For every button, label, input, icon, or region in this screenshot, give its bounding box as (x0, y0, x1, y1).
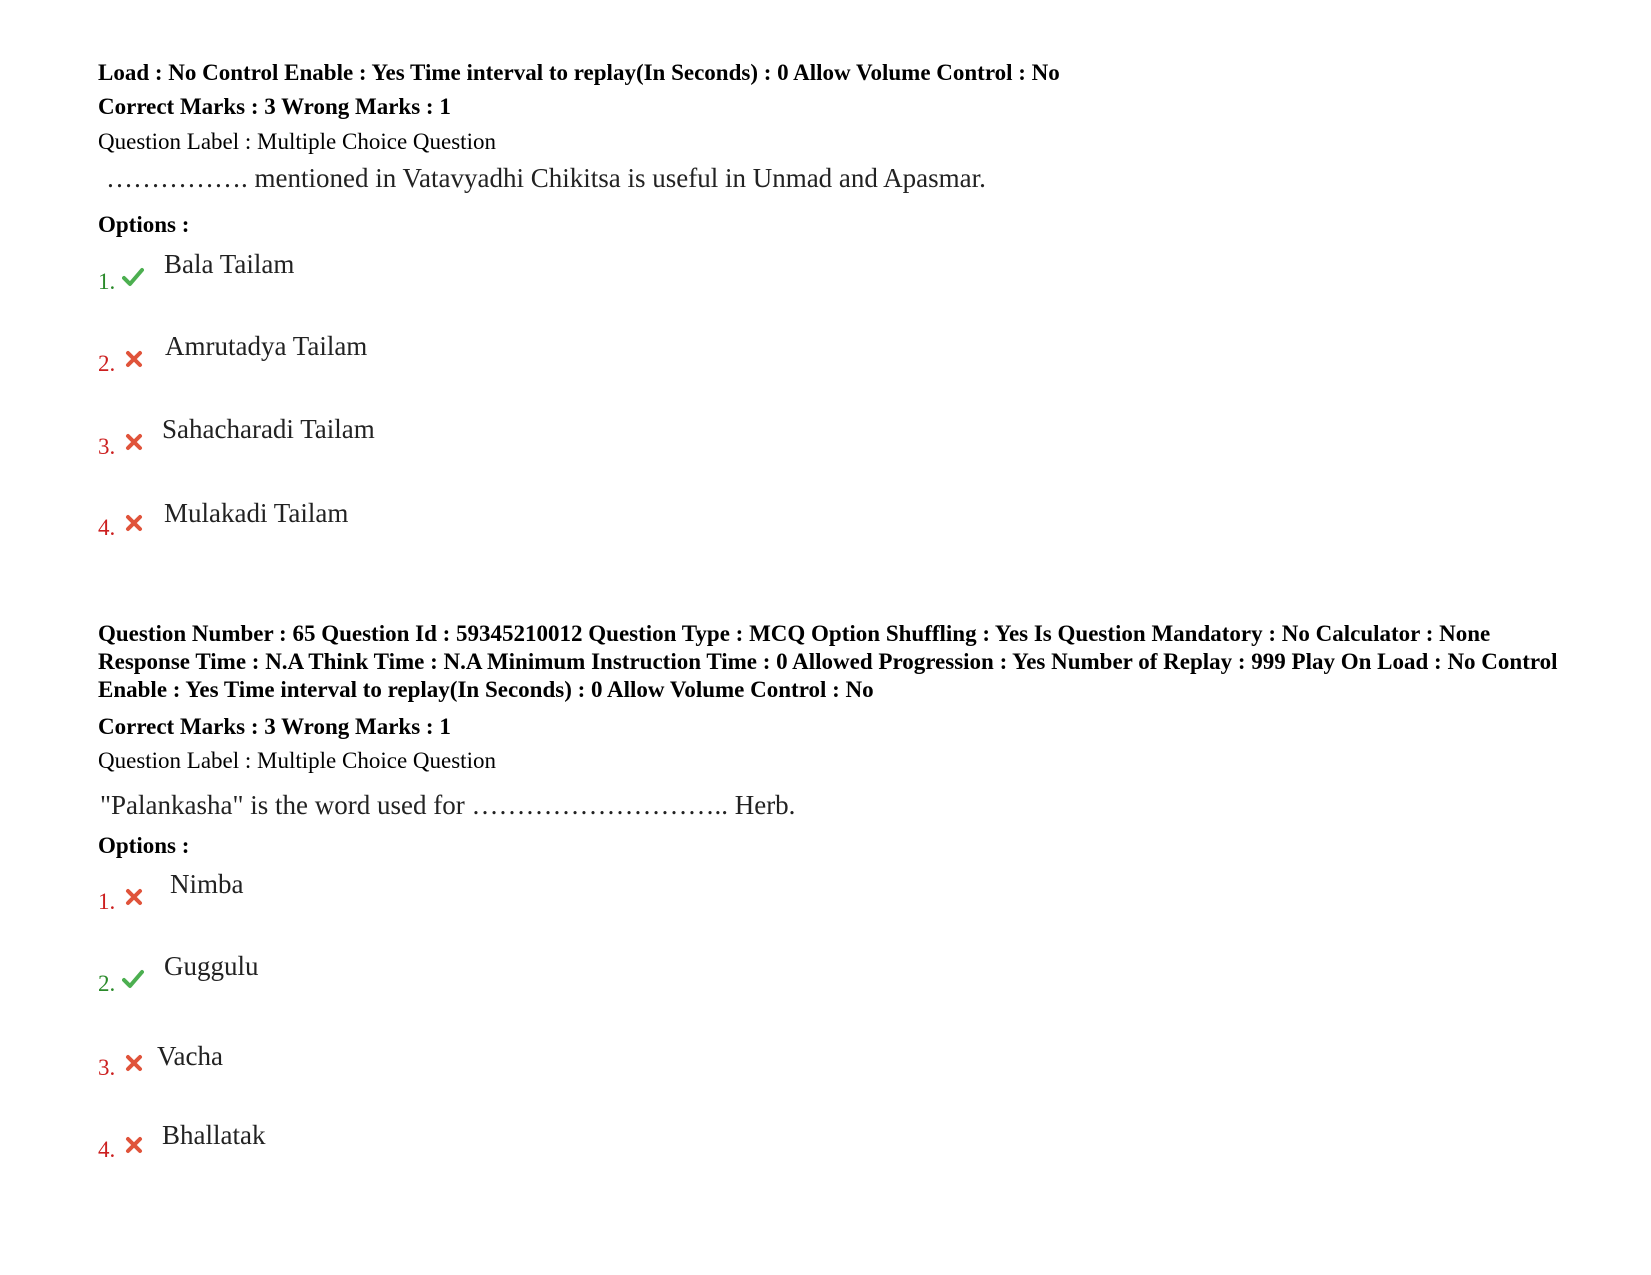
cross-icon (123, 1134, 145, 1156)
q65-meta: Question Number : 65 Question Id : 59345210012 Question Type : MCQ Option Shuffling : Yes Is Question Mandatory : No Calculator : None Response Time : N.A Think Time : N.A Minimum Instruction Time : 0 Allowed Progression : Yes Number of Replay : 999 Play On Load : No Control Enable : Yes Time interval to replay(In Seconds) : 0 Allow Volume Control : No (98, 621, 1558, 702)
option-text: Amrutadya Tailam (165, 331, 368, 361)
q65-options-heading: Options : (98, 833, 190, 858)
option-text: Guggulu (164, 951, 259, 981)
q64-label: Question Label : Multiple Choice Question (98, 129, 496, 154)
option-text: Vacha (157, 1041, 223, 1071)
option-number: 1. (98, 889, 116, 914)
cross-icon (123, 886, 145, 908)
check-icon (122, 968, 144, 990)
q64-meta-tail: Load : No Control Enable : Yes Time interval to replay(In Seconds) : 0 Allow Volume Control : No (98, 60, 1060, 85)
cross-icon (123, 1052, 145, 1074)
option-text: Bhallatak (162, 1120, 266, 1150)
cross-icon (123, 348, 145, 370)
q65-question: "Palankasha" is the word used for ……………………….. Herb. (100, 790, 796, 820)
q65-label: Question Label : Multiple Choice Question (98, 748, 496, 773)
option-number: 1. (98, 269, 116, 294)
q64-marks: Correct Marks : 3 Wrong Marks : 1 (98, 94, 451, 119)
option-number: 3. (98, 1055, 116, 1080)
option-text: Sahacharadi Tailam (162, 414, 375, 444)
cross-icon (123, 512, 145, 534)
q64-question: ……………. mentioned in Vatavyadhi Chikitsa is useful in Unmad and Apasmar. (106, 163, 986, 193)
option-text: Mulakadi Tailam (164, 498, 349, 528)
q64-options-heading: Options : (98, 212, 190, 237)
q65-marks: Correct Marks : 3 Wrong Marks : 1 (98, 714, 451, 739)
option-number: 2. (98, 351, 116, 376)
cross-icon (123, 431, 145, 453)
check-icon (122, 266, 144, 288)
option-text: Bala Tailam (164, 249, 295, 279)
option-number: 2. (98, 971, 116, 996)
option-number: 3. (98, 434, 116, 459)
option-number: 4. (98, 515, 116, 540)
option-text: Nimba (170, 869, 244, 899)
option-number: 4. (98, 1137, 116, 1162)
